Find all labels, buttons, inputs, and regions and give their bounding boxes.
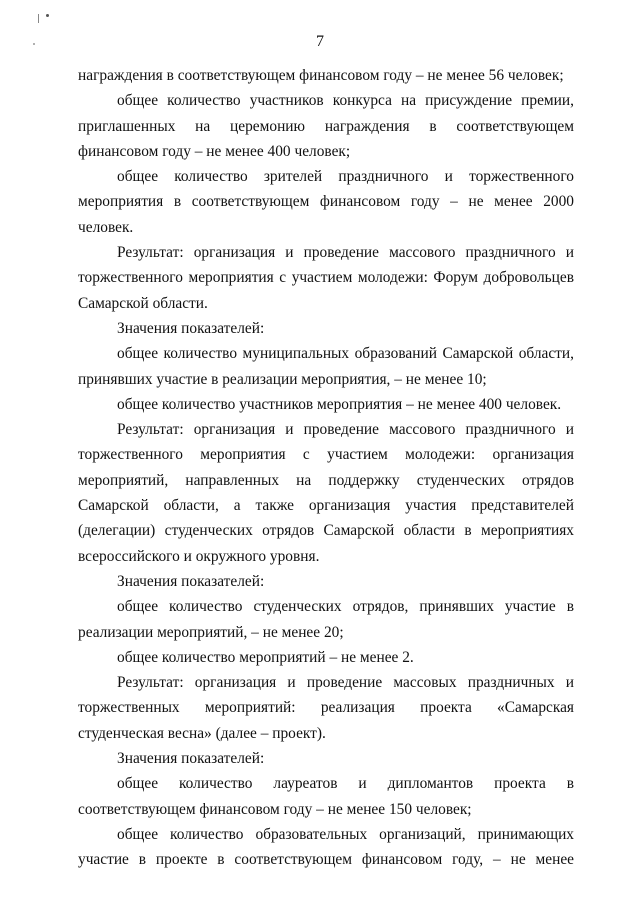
paragraph: общее количество студенческих отрядов, принявших участие в реализации мероприятий, – не менее 20; [78,598,574,641]
paragraph: общее количество муниципальных образований Самарской области, принявших участие в реализации мероприятия, – не менее 10; [78,345,574,388]
scan-mark [46,14,49,17]
paragraph: Значения показателей: [117,750,265,768]
document-body [78,63,574,873]
paragraph: Значения показателей: [117,572,265,590]
paragraph: Значения показателей: [117,319,265,337]
paragraph: общее количество зрителей праздничного и торжественного мероприятия в соответствующем финансовом году – не менее 2000 человек. [78,168,574,236]
paragraph: награждения в соответствующем финансовом году – не менее 56 человек; [78,67,564,84]
page-number: 7 [316,33,324,50]
paragraph: Результат: организация и проведение массовых праздничных и торжественных мероприятий: реализация проекта «Самарская студенческая весна» (далее – проект). [78,674,574,742]
scan-mark [38,14,39,23]
paragraph: общее количество участников конкурса на присуждение премии, приглашенных на церемонию награждения в соответствующем финансовом году – не менее 400 человек; [78,92,574,160]
paragraph: общее количество лауреатов и дипломантов проекта в соответствующем финансовом году – не менее 150 человек; [78,775,574,818]
paragraph: общее количество мероприятий – не менее 2. [117,648,414,666]
paragraph: общее количество образовательных организаций, принимающих участие в проекте в соответствующем финансовом году, – не менее [78,825,574,869]
paragraph: Результат: организация и проведение массового праздничного и торжественного мероприятия с участием молодежи: Форум добровольцев Самарской области. [78,244,574,312]
paragraph: общее количество участников мероприятия – не менее 400 человек. [117,395,562,413]
paragraph: Результат: организация и проведение массового праздничного и торжественного мероприятия с участием молодежи: организация мероприятий, направленных на поддержку студенческих отрядов Самарской области, а также организация участия представителей (делегации) студенческих отрядов Самарской области в мероприятиях всероссийского и окружного уровня. [78,421,574,565]
